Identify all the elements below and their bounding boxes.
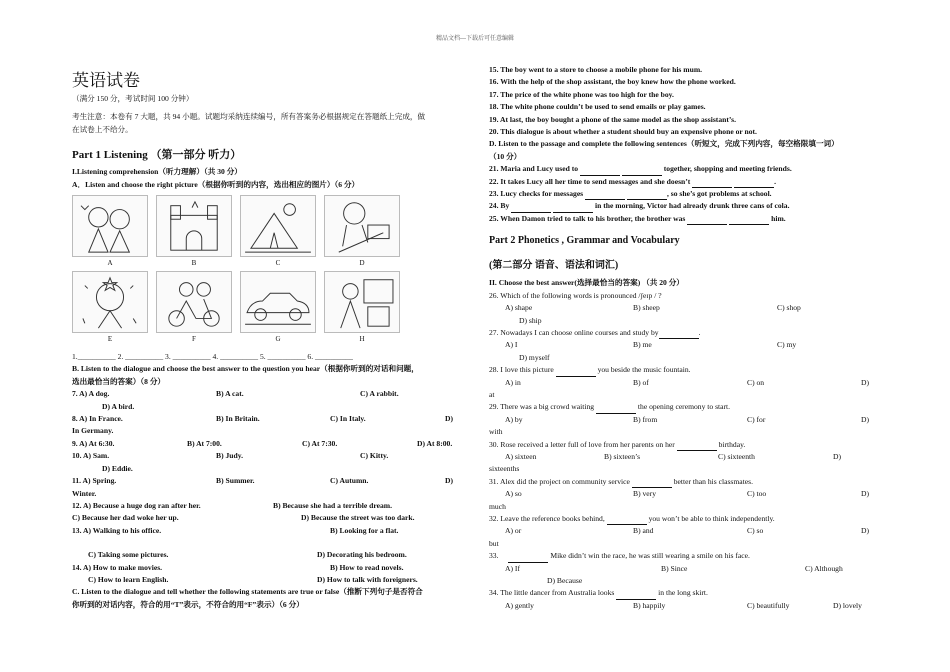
q27-option-d: D) myself — [519, 352, 550, 362]
q34-option-c: C) beautifully — [747, 600, 790, 610]
q7-option-d: D) A bird. — [102, 401, 135, 411]
q31-option-b: B) very — [633, 489, 656, 499]
q9-option-a: 9. A) At 6:30. — [72, 438, 115, 448]
q9-option-d: D) At 8:00. — [417, 438, 453, 448]
q27-option-b: B) me — [633, 340, 652, 350]
s22-text-a: 22. It takes Lucy all her time to send messages and she doesn’t — [489, 176, 691, 186]
q28-option-a: A) in — [505, 377, 521, 387]
s25-blank-1 — [687, 216, 727, 225]
q8-option-d-text: In Germany. — [72, 426, 114, 436]
q26-stem: 26. Which of the following words is pronounced /ʃeɪp / ? — [489, 290, 662, 300]
q34-blank — [616, 591, 656, 600]
s24-blank-2 — [553, 204, 593, 213]
picture-h — [324, 271, 400, 333]
q28-blank — [556, 368, 596, 377]
q31-option-a: A) so — [505, 489, 522, 499]
q28-option-b: B) of — [633, 377, 649, 387]
q34-stem — [489, 587, 877, 599]
q30-options — [489, 451, 877, 463]
s25-text-a: 25. When Damon tried to talk to his brother, the brother was — [489, 213, 686, 223]
q29-option-b: B) from — [633, 414, 658, 424]
q31-option-c: C) too — [747, 489, 767, 499]
q27-options — [489, 339, 877, 351]
section-d-heading-2: （10 分） — [489, 151, 522, 161]
q11-option-d: D) — [445, 476, 454, 486]
q28-text-a: 28. I love this picture — [489, 365, 554, 375]
q30-option-a: A) sixteen — [505, 451, 537, 461]
q32-text-a: 32. Leave the reference books behind, — [489, 514, 605, 523]
q27-option-c: C) my — [777, 340, 797, 350]
section-b-heading-2: 选出最恰当的答案）（8 分） — [72, 376, 166, 386]
q27-blank — [659, 330, 699, 339]
q29-stem — [489, 401, 877, 413]
q14-option-b: B) How to read novels. — [330, 562, 404, 572]
question-14-cd — [72, 574, 462, 586]
question-11 — [72, 475, 462, 487]
q10-option-a: 10. A) Sam. — [72, 451, 110, 461]
q27-stem: 27. Nowadays I can choose online courses and study by . — [489, 327, 877, 339]
picture-label-f: F — [192, 335, 196, 344]
picture-row-bottom — [72, 271, 462, 333]
q11-option-c: C) Autumn. — [330, 476, 369, 486]
q30-option-b: B) sixteen’s — [604, 451, 641, 461]
s24-text-a: 24. By — [489, 201, 510, 211]
q32-option-d: D) — [861, 526, 870, 536]
q14-option-d: D) How to talk with foreigners. — [317, 574, 418, 584]
q7-option-b: B) A cat. — [216, 389, 244, 399]
q29-text-a: 29. There was a big crowd waiting — [489, 402, 595, 412]
picture-label-e: E — [107, 335, 113, 344]
q32-blank — [607, 516, 647, 525]
q30-text-a: 30. Rose received a letter full of love from her parents on her — [489, 439, 675, 449]
picture-g — [240, 271, 316, 333]
section-1-heading: I.Listening comprehension（听力理解）（共 30 分） — [72, 167, 242, 177]
s21-text-a: 21. Maria and Lucy used to — [489, 164, 579, 174]
q33-stem — [489, 550, 877, 562]
picture-labels-top — [72, 259, 462, 267]
part2-heading-zh: (第二部分 语音、语法和词汇) — [489, 260, 619, 272]
section-a-heading: A．Listen and choose the right picture（根据你听到的内容，选出相应的图片）（6 分） — [72, 179, 360, 189]
q31-options — [489, 488, 877, 500]
s23-blank-1 — [585, 191, 625, 200]
q26-option-d: D) ship — [519, 315, 542, 325]
q33-text-b: Mike didn’t win the race, he was still wearing a smile on his face. — [550, 551, 750, 561]
s21-blank-2 — [622, 167, 662, 176]
q34-text-b: in the long skirt. — [658, 588, 708, 598]
q34-text-a: 34. The little dancer from Australia looks — [489, 588, 615, 598]
picture-a — [72, 195, 148, 257]
q8-option-c: C) In Italy. — [330, 414, 366, 424]
q13-option-d: D) Decorating his bedroom. — [317, 550, 407, 560]
q28-options — [489, 377, 877, 389]
q30-option-d: D) — [833, 451, 842, 461]
q29-option-c: C) for — [747, 414, 766, 424]
q32-stem — [489, 513, 877, 525]
left-column — [72, 60, 462, 611]
q12-option-a: 12. A) Because a huge dog ran after her. — [72, 500, 201, 510]
q32-option-d-text: but — [489, 538, 499, 548]
picture-label-b: B — [191, 259, 197, 268]
picture-f — [156, 271, 232, 333]
section-2-heading: II. Choose the best answer(选择最恰当的答案) （共 20 分） — [489, 278, 684, 288]
q12-option-b: B) Because she had a terrible dream. — [273, 500, 393, 510]
question-10 — [72, 450, 462, 462]
q11-option-a: 11. A) Spring. — [72, 476, 117, 486]
s25-blank-2 — [729, 216, 769, 225]
q32-options — [489, 525, 877, 537]
section-c-heading-2: 你听到的对话内容，符合的用“T”表示，不符合的用“F”表示）（6 分） — [72, 599, 304, 609]
sentence-22: 22. It takes Lucy all her time to send messages and she doesn’t . — [489, 176, 877, 188]
q8-option-a: 8. A) In France. — [72, 414, 123, 424]
picture-label-c: C — [275, 259, 281, 268]
q28-option-c: C) on — [747, 377, 765, 387]
q31-text-a: 31. Alex did the project on community service — [489, 476, 630, 486]
q34-options — [489, 600, 877, 612]
s23-text-b: , so she’s got problems at school. — [666, 189, 772, 199]
picture-label-g: G — [275, 335, 281, 344]
picture-label-h: H — [359, 335, 365, 344]
q33-text-a: 33. — [489, 551, 499, 561]
q14-option-c: C) How to learn English. — [88, 574, 169, 584]
q28-option-d: D) — [861, 377, 870, 387]
picture-row-top — [72, 195, 462, 257]
q32-text-b: you won’t be able to think independently. — [648, 514, 775, 523]
q27-option-a: A) I — [505, 340, 518, 350]
q33-blank — [508, 554, 548, 563]
picture-e — [72, 271, 148, 333]
q11-option-d-text: Winter. — [72, 488, 97, 498]
q29-option-d: D) — [861, 414, 870, 424]
q28-stem — [489, 364, 877, 376]
exam-title: 英语试卷 — [72, 71, 140, 91]
q29-option-d-text: with — [489, 427, 503, 437]
s25-text-b: him. — [771, 213, 786, 223]
q34-option-d: D) lovely — [833, 600, 862, 610]
statement-19: 19. At last, the boy bought a phone of the same model as the shop assistant’s. — [489, 114, 736, 124]
picture-c — [240, 195, 316, 257]
q32-option-c: C) so — [747, 526, 764, 536]
picture-d — [324, 195, 400, 257]
question-12-cd — [72, 512, 462, 524]
q30-option-d-text: sixteenths — [489, 464, 520, 474]
q13-option-b: B) Looking for a flat. — [330, 525, 399, 535]
q8-option-b: B) In Britain. — [216, 414, 260, 424]
q29-blank — [596, 405, 636, 414]
q27-text: 27. Nowadays I can choose online courses and study by — [489, 327, 659, 337]
question-8 — [72, 413, 462, 425]
q26-option-a: A) shape — [505, 303, 533, 313]
s24-text-b: in the morning, Victor had already drunk three cans of cola. — [594, 201, 790, 211]
q31-blank — [632, 479, 672, 488]
notice-line-2: 在试卷上不给分。 — [72, 124, 133, 134]
picture-label-d: D — [359, 259, 365, 268]
picture-label-a: A — [107, 259, 113, 268]
q7-option-c: C) A rabbit. — [360, 389, 399, 399]
part2-heading-en: Part 2 Phonetics , Grammar and Vocabulary — [489, 235, 680, 247]
statement-20: 20. This dialogue is about whether a student should buy an expensive phone or not. — [489, 127, 757, 137]
q10-option-c: C) Kitty. — [360, 451, 389, 461]
q11-option-b: B) Summer. — [216, 476, 255, 486]
section-d-heading-1: D. Listen to the passage and complete the following sentences（听短文，完成下列内容，每空格限填一词） — [489, 139, 839, 149]
q31-option-d: D) — [861, 489, 870, 499]
q10-option-b: B) Judy. — [216, 451, 244, 461]
q32-option-b: B) and — [633, 526, 654, 536]
q30-blank — [677, 442, 717, 451]
s22-blank-2 — [734, 179, 774, 188]
q31-text-b: better than his classmates. — [673, 476, 753, 486]
q29-text-b: the opening ceremony to start. — [637, 402, 731, 412]
q7-option-a: 7. A) A dog. — [72, 389, 110, 399]
q33-option-a: A) If — [505, 563, 520, 573]
q29-option-a: A) by — [505, 414, 523, 424]
s21-blank-1 — [580, 167, 620, 176]
picture-labels-bottom — [72, 335, 462, 343]
s23-text-a: 23. Lucy checks for messages — [489, 189, 584, 199]
s22-blank-1 — [692, 179, 732, 188]
statement-16: 16. With the help of the shop assistant, the boy knew how the phone worked. — [489, 77, 736, 87]
q26-options — [489, 302, 877, 314]
picture-b — [156, 195, 232, 257]
q12-option-d: D) Because the street was too dark. — [301, 513, 415, 523]
q34-option-a: A) gently — [505, 600, 534, 610]
q26-option-b: B) sheep — [633, 303, 660, 313]
exam-subtitle: （满分 150 分，考试时间 100 分钟） — [72, 94, 194, 103]
sentence-23 — [489, 188, 877, 200]
question-12 — [72, 500, 462, 512]
s21-text-b: together, shopping and meeting friends. — [663, 164, 792, 174]
q31-stem — [489, 476, 877, 488]
q28-text-b: you beside the music fountain. — [597, 365, 691, 375]
q13-option-c: C) Taking some pictures. — [88, 550, 169, 560]
question-13 — [72, 525, 462, 537]
notice-line-1: 考生注意：本卷有 7 大题，共 94 小题。试题均采纳连续编号，所有答案务必根据规定在答题纸上完成，做 — [72, 112, 426, 122]
q33-options — [489, 563, 877, 575]
q13-option-a: 13. A) Walking to his office. — [72, 525, 162, 535]
q8-option-d: D) — [445, 414, 454, 424]
statement-18: 18. The white phone couldn’t be used to send emails or play games. — [489, 102, 706, 112]
statement-17: 17. The price of the white phone was too high for the boy. — [489, 89, 674, 99]
answer-blanks-1-6: 1.__________ 2. __________ 3. __________ 4. __________ 5. __________ 6. __________ — [72, 352, 353, 362]
q30-stem — [489, 439, 877, 451]
question-13-cd — [72, 549, 462, 561]
q26-option-c: C) shop — [777, 303, 801, 313]
q9-option-b: B) At 7:00. — [187, 438, 222, 448]
q33-option-b: B) Since — [661, 563, 688, 573]
q28-option-d-text: at — [489, 389, 495, 399]
q32-option-a: A) or — [505, 526, 522, 536]
q9-option-c: C) At 7:30. — [302, 438, 338, 448]
section-c-heading-1: C. Listen to the dialogue and tell whether the following statements are true or false（推断下列句子是否符合 — [72, 587, 423, 597]
q34-option-b: B) happily — [633, 600, 666, 610]
q12-option-c: C) Because her dad woke her up. — [72, 513, 179, 523]
q29-options — [489, 414, 877, 426]
q14-option-a: 14. A) How to make movies. — [72, 562, 163, 572]
question-14 — [72, 562, 462, 574]
q30-text-b: birthday. — [718, 439, 746, 449]
q30-option-c: C) sixteenth — [718, 451, 755, 461]
s23-blank-2 — [627, 191, 667, 200]
sentence-25 — [489, 213, 877, 225]
part1-heading: Part 1 Listening （第一部分 听力） — [72, 149, 242, 162]
page-header: 精品文档---下载后可任意编辑 — [436, 36, 514, 42]
q31-option-d-text: much — [489, 501, 506, 511]
sentence-24 — [489, 200, 877, 212]
section-b-heading-1: B. Listen to the dialogue and choose the best answer to the question you hear（根据你听到的对话和问题， — [72, 364, 419, 374]
statement-15: 15. The boy went to a store to choose a mobile phone for his mum. — [489, 65, 703, 74]
s24-blank-1 — [511, 204, 551, 213]
question-7 — [72, 388, 462, 400]
q33-option-c: C) Although — [805, 563, 843, 573]
question-9 — [72, 438, 462, 450]
q10-option-d: D) Eddie. — [102, 463, 133, 473]
q33-option-d: D) Because — [547, 576, 583, 586]
right-column — [489, 64, 877, 612]
sentence-21 — [489, 163, 877, 175]
